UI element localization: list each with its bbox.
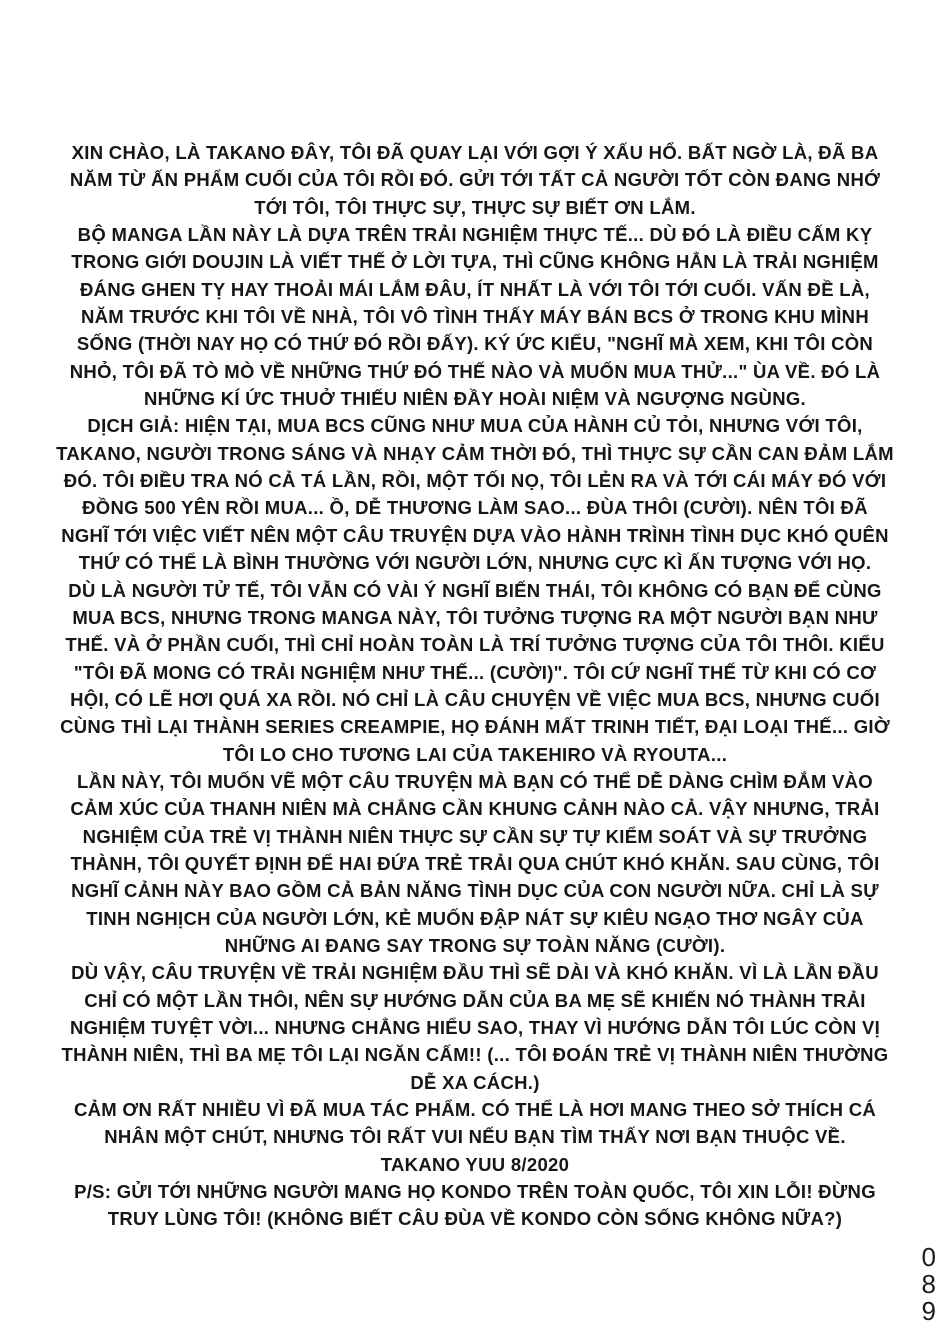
text-line: CẢM ƠN RẤT NHIỀU VÌ ĐÃ MUA TÁC PHẨM. CÓ THỂ LÀ HƠI MANG THEO SỞ THÍCH CÁ bbox=[73, 1099, 877, 1121]
text-line: TAKANO YUU 8/2020 bbox=[380, 1153, 570, 1175]
text-line: XIN CHÀO, LÀ TAKANO ĐÂY, TÔI ĐÃ QUAY LẠI VỚI GỢI Ý XẤU HỔ. BẤT NGỜ LÀ, ĐÃ BA bbox=[71, 142, 879, 163]
text-line: THÀNH, TÔI QUYẾT ĐỊNH ĐỂ HAI ĐỨA TRẺ TRẢI QUA CHÚT KHÓ KHĂN. SAU CÙNG, TÔI bbox=[70, 852, 880, 874]
text-line: NĂM TRƯỚC KHI TÔI VỀ NHÀ, TÔI VÔ TÌNH THẤY MÁY BÁN BCS Ở TRONG KHU MÌNH bbox=[80, 306, 869, 328]
page-number-digit: 8 bbox=[921, 1269, 936, 1299]
text-line: CẢM XÚC CỦA THANH NIÊN MÀ CHẲNG CẦN KHUNG CẢNH NÀO CẢ. VẬY NHƯNG, TRẢI bbox=[70, 798, 880, 820]
text-line: CÙNG THÌ LẠI THÀNH SERIES CREAMPIE, HỌ ĐÁNH MẤT TRINH TIẾT, ĐẠI LOẠI THẾ... GIỜ bbox=[60, 716, 890, 738]
text-line: ĐỒNG 500 YÊN RỒI MUA... Ồ, DỄ THƯƠNG LÀM SAO... ĐÙA THÔI (CƯỜI). NÊN TÔI ĐÃ bbox=[82, 497, 868, 519]
text-line: NGHĨ TỚI VIỆC VIẾT NÊN MỘT CÂU TRUYỆN DỰA VÀO HÀNH TRÌNH TÌNH DỤC KHÓ QUÊN bbox=[61, 524, 889, 546]
text-line: ĐÁNG GHEN TỴ HAY THOẢI MÁI LẮM ĐÂU, ÍT NHẤT LÀ VỚI TÔI TỚI CUỐI. VẤN ĐỀ LÀ, bbox=[80, 278, 870, 300]
text-line: TAKANO, NGƯỜI TRONG SÁNG VÀ NHẠY CẢM THỜI ĐÓ, THÌ THỰC SỰ CẦN CAN ĐẢM LẮM bbox=[56, 442, 894, 464]
text-line: THẾ. VÀ Ở PHẦN CUỐI, THÌ CHỈ HOÀN TOÀN LÀ TRÍ TƯỞNG TƯỢNG CỦA TÔI THÔI. KIỂU bbox=[65, 634, 885, 656]
text-line: TÔI LO CHO TƯƠNG LAI CỦA TAKEHIRO VÀ RYOUTA... bbox=[222, 743, 728, 765]
page-number-digit: 0 bbox=[921, 1242, 936, 1272]
text-line: TỚI TÔI, TÔI THỰC SỰ, THỰC SỰ BIẾT ƠN LẮM. bbox=[254, 196, 696, 218]
afterword-text-block bbox=[52, 139, 898, 1233]
text-line: "TÔI ĐÃ MONG CÓ TRẢI NGHIỆM NHƯ THẾ... (CƯỜI)". TÔI CỨ NGHĨ THẾ TỪ KHI CÓ CƠ bbox=[73, 661, 877, 683]
text-line: NHỮNG AI ĐANG SAY TRONG SỰ TOÀN NĂNG (CƯỜI). bbox=[224, 934, 726, 956]
text-line: DÙ VẬY, CÂU TRUYỆN VỀ TRẢI NGHIỆM ĐẦU THÌ SẼ DÀI VÀ KHÓ KHĂN. VÌ LÀ LẦN ĐẦU bbox=[71, 962, 879, 984]
text-line: NHỎ, TÔI ĐÃ TÒ MÒ VỀ NHỮNG THỨ ĐÓ THẾ NÀO VÀ MUỐN MUA THỬ..." ÙA VỀ. ĐÓ LÀ bbox=[69, 360, 881, 382]
text-line: BỘ MANGA LẦN NÀY LÀ DỰA TRÊN TRẢI NGHIỆM THỰC TẾ... DÙ ĐÓ LÀ ĐIỀU CẤM KỴ bbox=[77, 224, 873, 246]
text-line: DỊCH GIẢ: HIỆN TẠI, MUA BCS CŨNG NHƯ MUA CỦA HÀNH CỦ TỎI, NHƯNG VỚI TÔI, bbox=[87, 415, 863, 437]
text-line: TINH NGHỊCH CỦA NGƯỜI LỚN, KẺ MUỐN ĐẬP NÁT SỰ KIÊU NGẠO THƠ NGÂY CỦA bbox=[86, 907, 864, 929]
text-line: THỨ CÓ THỂ LÀ BÌNH THƯỜNG VỚI NGƯỜI LỚN, NHƯNG CỰC KÌ ẤN TƯỢNG VỚI HỌ. bbox=[78, 552, 872, 574]
text-line: HỘI, CÓ LẼ HƠI QUÁ XA RỒI. NÓ CHỈ LÀ CÂU CHUYỆN VỀ VIỆC MUA BCS, NHƯNG CUỐI bbox=[70, 688, 880, 710]
text-line: NGHIỆM TUYỆT VỜI... NHƯNG CHẲNG HIỂU SAO, THAY VÌ HƯỚNG DẪN TÔI LÚC CÒN VỊ bbox=[69, 1017, 881, 1038]
text-line: DÙ LÀ NGƯỜI TỬ TẾ, TÔI VẪN CÓ VÀI Ý NGHĨ BIẾN THÁI, TÔI KHÔNG CÓ BẠN ĐỂ CÙNG bbox=[68, 579, 882, 601]
text-line: P/S: GỬI TỚI NHỮNG NGƯỜI MANG HỌ KONDO TRÊN TOÀN QUỐC, TÔI XIN LỖI! ĐỪNG bbox=[74, 1181, 876, 1203]
text-line: NĂM TỪ ẤN PHẨM CUỐI CỦA TÔI RỒI ĐÓ. GỬI TỚI TẤT CẢ NGƯỜI TỐT CÒN ĐANG NHỚ bbox=[69, 169, 881, 191]
text-line: NHÂN MỘT CHÚT, NHƯNG TÔI RẤT VUI NẾU BẠN TÌM THẤY NƠI BẠN THUỘC VỀ. bbox=[104, 1126, 846, 1148]
text-line: TRONG GIỚI DOUJIN LÀ VIẾT THẾ Ở LỜI TỰA, THÌ CŨNG KHÔNG HẲN LÀ TRẢI NGHIỆM bbox=[71, 251, 879, 273]
page-number bbox=[922, 1244, 936, 1325]
text-line: SỐNG (THỜI NAY HỌ CÓ THỨ ĐÓ RỒI ĐẤY). KÝ ỨC KIỂU, "NGHĨ MÀ XEM, KHI TÔI CÒN bbox=[76, 333, 874, 355]
text-line: ĐÓ. TÔI ĐIỀU TRA NÓ CẢ TÁ LẦN, RỒI, MỘT TỐI NỌ, TÔI LẺN RA VÀ TỚI CÁI MÁY ĐÓ VỚI bbox=[63, 470, 887, 492]
text-line: CHỈ CÓ MỘT LẦN THÔI, NÊN SỰ HƯỚNG DẪN CỦA BA MẸ SẼ KHIẾN NÓ THÀNH TRẢI bbox=[84, 989, 866, 1011]
page-number-digit: 9 bbox=[921, 1296, 936, 1326]
text-line: MUA BCS, NHƯNG TRONG MANGA NÀY, TÔI TƯỞNG TƯỢNG RA MỘT NGƯỜI BẠN NHƯ bbox=[72, 606, 878, 628]
text-line: TRUY LÙNG TÔI! (KHÔNG BIẾT CÂU ĐÙA VỀ KONDO CÒN SỐNG KHÔNG NỮA?) bbox=[107, 1208, 843, 1230]
text-line: NHỮNG KÍ ỨC THUỞ THIẾU NIÊN ĐẦY HOÀI NIỆM VÀ NGƯỢNG NGÙNG. bbox=[143, 388, 807, 410]
text-line: LẦN NÀY, TÔI MUỐN VẼ MỘT CÂU TRUYỆN MÀ BẠN CÓ THỂ DỄ DÀNG CHÌM ĐẮM VÀO bbox=[77, 770, 873, 792]
text-line: NGHIỆM CỦA TRẺ VỊ THÀNH NIÊN THỰC SỰ CẦN SỰ TỰ KIỂM SOÁT VÀ SỰ TRƯỞNG bbox=[82, 825, 868, 847]
text-line: DỄ XA CÁCH.) bbox=[410, 1071, 540, 1093]
text-line: NGHĨ CẢNH NÀY BAO GỒM CẢ BẢN NĂNG TÌNH DỤC CỦA CON NGƯỜI NỮA. CHỈ LÀ SỰ bbox=[71, 880, 879, 902]
text-line: THÀNH NIÊN, THÌ BA MẸ TÔI LẠI NGĂN CẤM!! (... TÔI ĐOÁN TRẺ VỊ THÀNH NIÊN THƯỜNG bbox=[61, 1044, 889, 1066]
